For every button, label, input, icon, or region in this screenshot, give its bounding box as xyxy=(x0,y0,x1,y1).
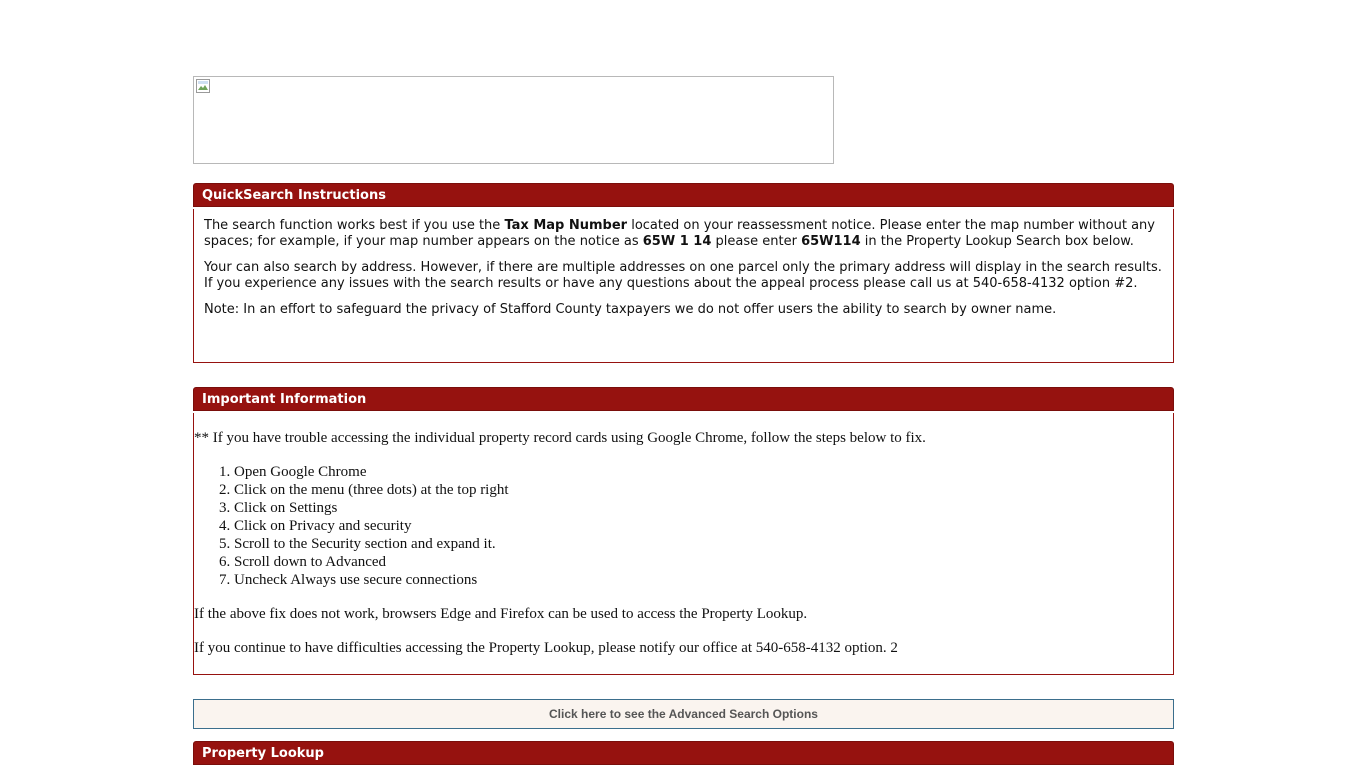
important-info-header: Important Information xyxy=(193,387,1174,411)
step-item: 1. Open Google Chrome xyxy=(234,463,1173,481)
contact-note: If you continue to have difficulties accessing the Property Lookup, please notify our office at 540-658-4132 option. 2 xyxy=(194,640,898,656)
important-info-intro: ** If you have trouble accessing the individual property record cards using Google Chrome, follow the steps below to fix. xyxy=(194,430,926,446)
quicksearch-header: QuickSearch Instructions xyxy=(193,183,1174,207)
fix-note: If the above fix does not work, browsers Edge and Firefox can be used to access the Property Lookup. xyxy=(194,606,808,622)
quicksearch-panel xyxy=(193,183,1174,363)
chrome-fix-steps xyxy=(194,463,1173,589)
advanced-search-toggle[interactable]: Click here to see the Advanced Search Options xyxy=(193,699,1174,729)
step-item: 2. Click on the menu (three dots) at the top right xyxy=(234,481,1173,499)
property-lookup-header: Property Lookup xyxy=(193,741,1174,765)
step-item: 5. Scroll to the Security section and expand it. xyxy=(234,535,1173,553)
step-item: 6. Scroll down to Advanced xyxy=(234,553,1173,571)
quicksearch-note: Note: In an effort to safeguard the privacy of Stafford County taxpayers we do not offer users the ability to search by owner name. xyxy=(204,302,1057,317)
quicksearch-body xyxy=(193,209,1174,363)
quicksearch-paragraph-2: Your can also search by address. However, if there are multiple addresses on one parcel only the primary address will display in the search results. If you experience any issues with the search results or have any questions about the appeal process please call us at 540-658-4132 option #2. xyxy=(204,260,1162,291)
step-item: 3. Click on Settings xyxy=(234,499,1173,517)
quicksearch-paragraph-1: The search function works best if you use the Tax Map Number located on your reassessment notice. Please enter the map number without any spaces; for example, if your map number appears on the notice as 65W 1 14 please enter 65W114 in the Property Lookup Search box below. xyxy=(204,218,1155,249)
banner-image xyxy=(193,76,834,164)
important-info-body xyxy=(193,413,1174,675)
important-info-panel xyxy=(193,387,1174,675)
broken-image-icon xyxy=(196,79,210,93)
step-item: 7. Uncheck Always use secure connections xyxy=(234,571,1173,589)
step-item: 4. Click on Privacy and security xyxy=(234,517,1173,535)
property-lookup-panel xyxy=(193,741,1174,765)
